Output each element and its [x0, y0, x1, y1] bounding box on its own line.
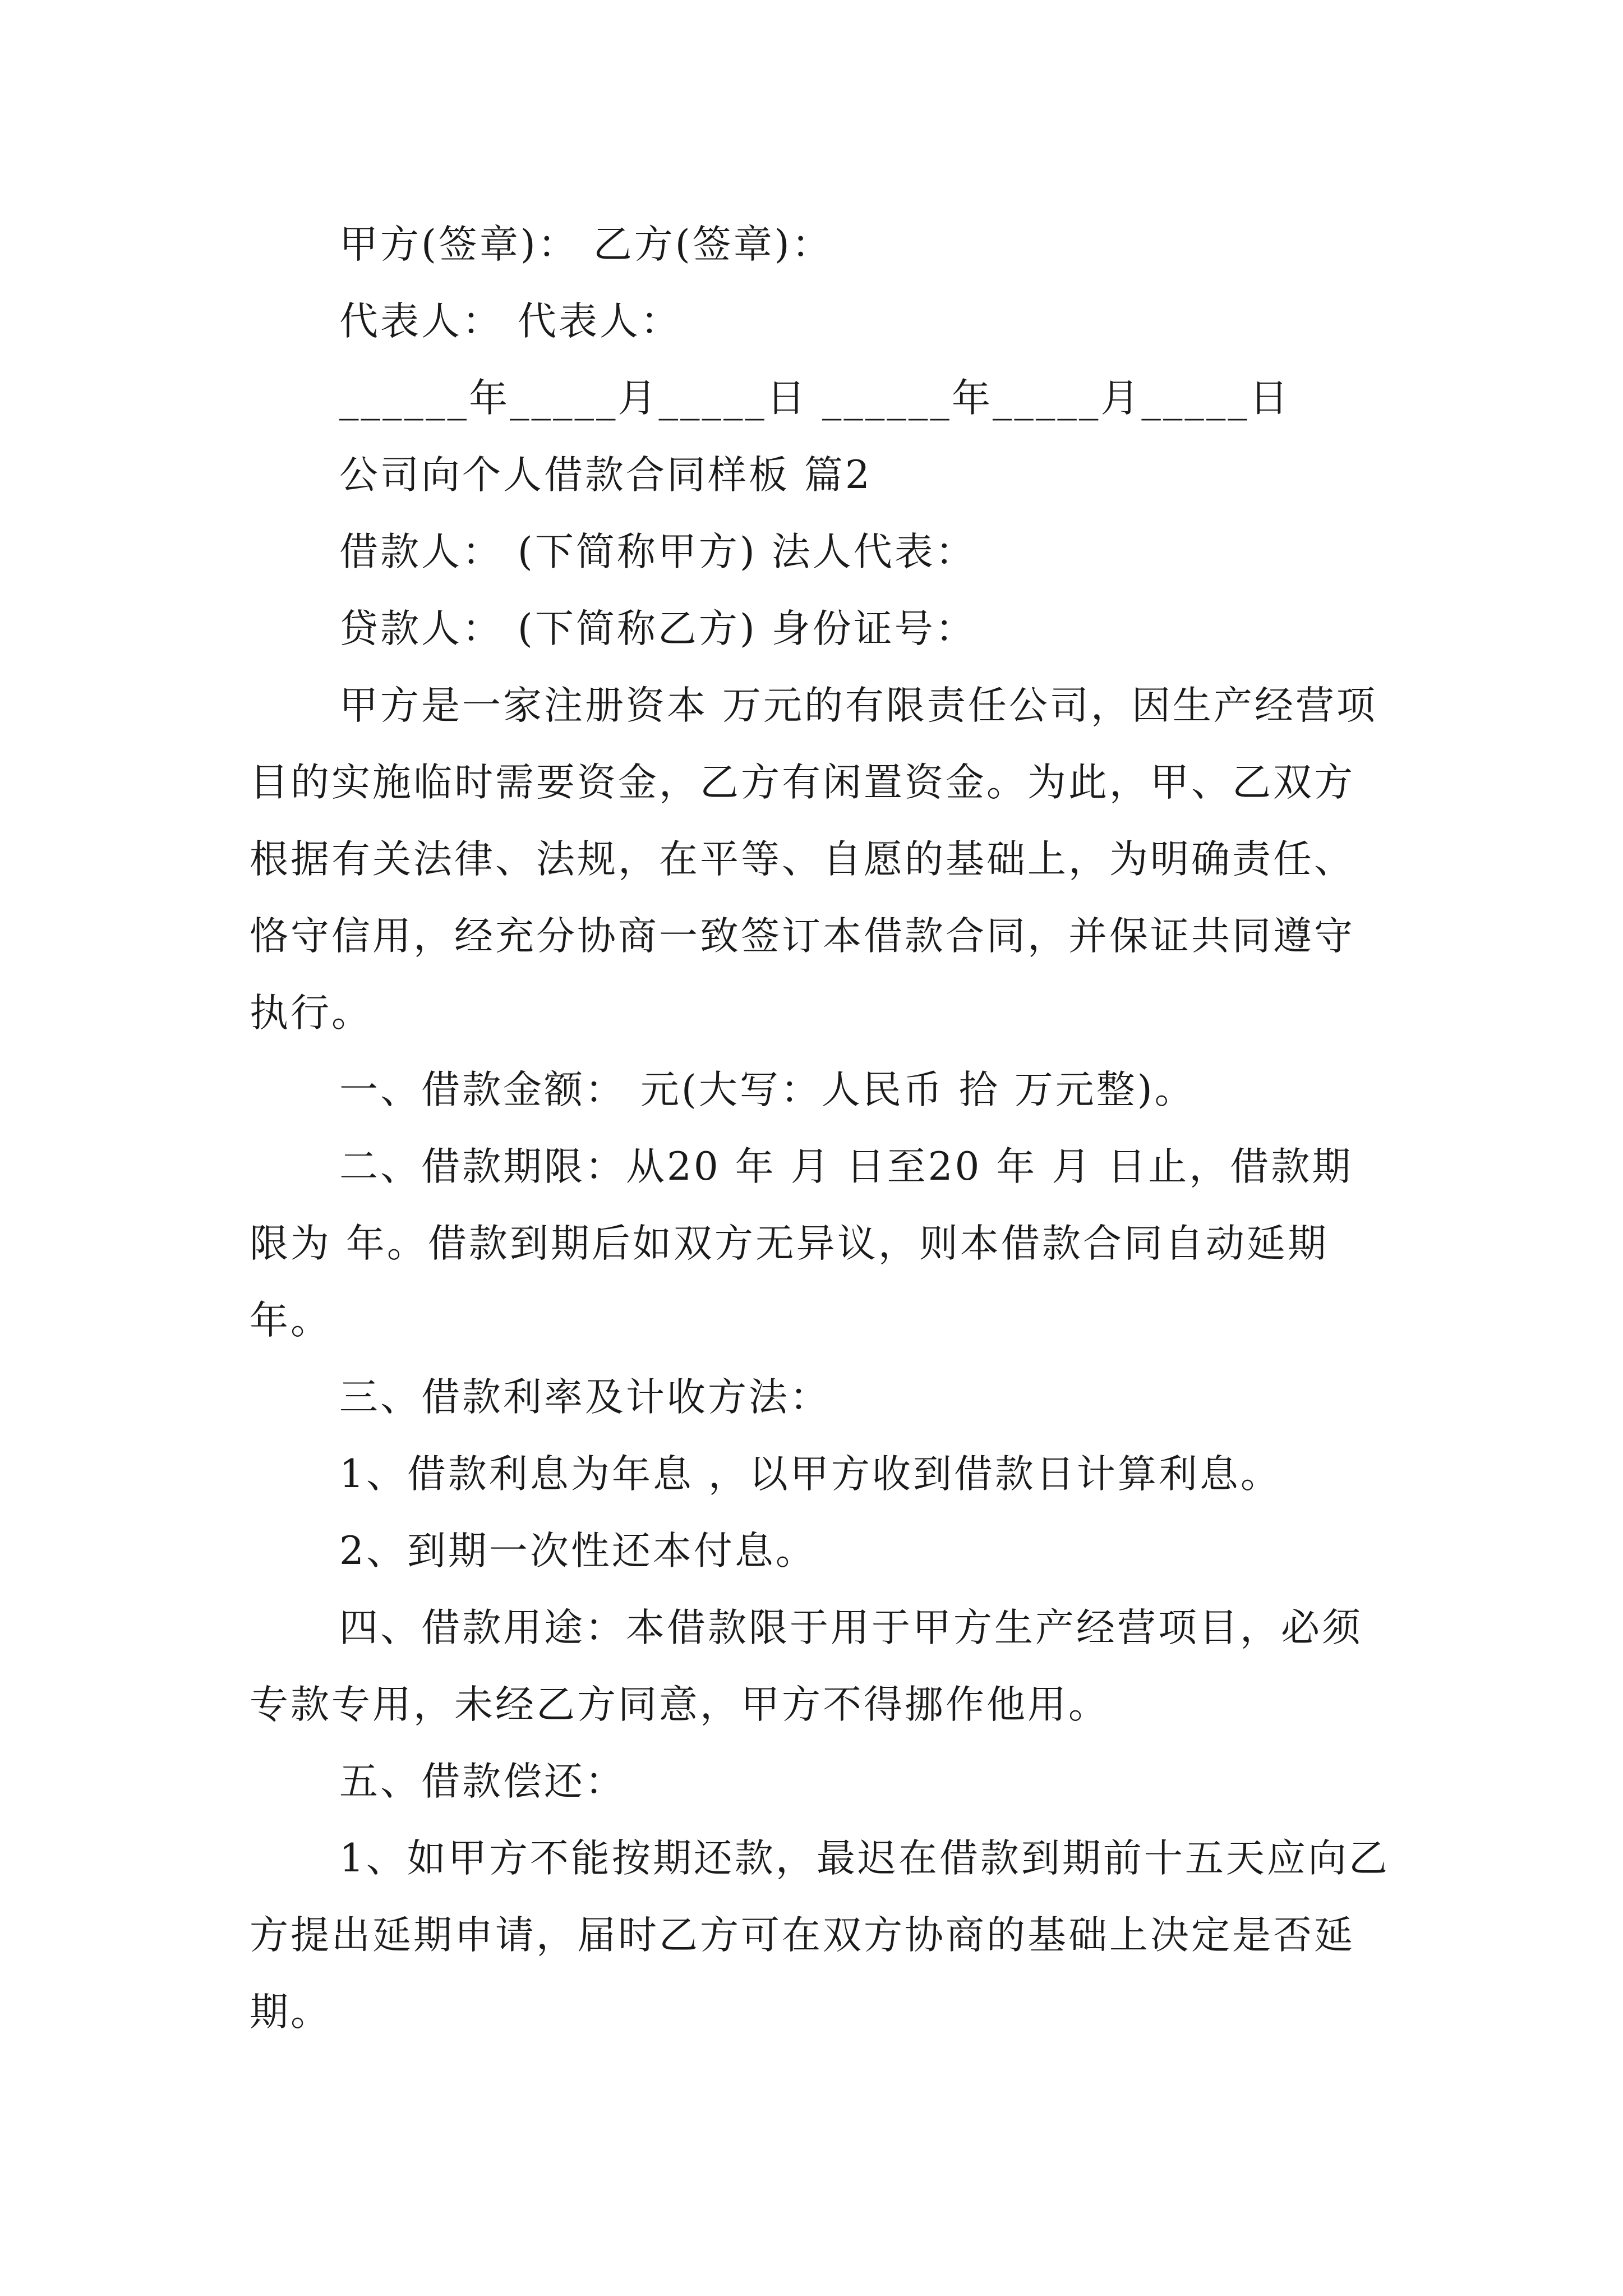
clause-purpose: 四、借款用途：本借款限于用于甲方生产经营项目，必须专款专用，未经乙方同意，甲方不得挪作他用。 [250, 1605, 1363, 1727]
clause-interest-title: 三、借款利率及计收方法： [339, 1375, 831, 1420]
lender-line: 贷款人： (下简称乙方) 身份证号： [339, 606, 976, 651]
party-a-seal-label: 甲方(签章)： [339, 222, 579, 267]
clause-term: 二、借款期限：从20 年 月 日至20 年 月 日止，借款期限为 年。借款到期后如双方无异议，则本借款合同自动延期 年。 [250, 1144, 1353, 1343]
date-line: ______年_____月_____日 ______年_____月_____日 [339, 376, 1290, 421]
preamble-paragraph: 甲方是一家注册资本 万元的有限责任公司，因生产经营项目的实施临时需要资金，乙方有闲置资金。为此，甲、乙双方根据有关法律、法规，在平等、自愿的基础上，为明确责任、恪守信用，经充分协商一致签订本借款合同，并保证共同遵守执行。 [250, 683, 1377, 1036]
rep-b-label: 代表人： [517, 299, 681, 344]
clause-interest-2: 2、到期一次性还本付息。 [339, 1529, 817, 1573]
clause-amount: 一、借款金额： 元(大写：人民币 拾 万元整)。 [339, 1068, 1196, 1112]
clause-interest-1: 1、借款利息为年息 ，以甲方收到借款日计算利息。 [339, 1452, 1281, 1497]
clause-repay-1: 1、如甲方不能按期还款，最迟在借款到期前十五天应向乙方提出延期申请，届时乙方可在双方协商的基础上决定是否延期。 [250, 1836, 1390, 2035]
borrower-line: 借款人： (下简称甲方) 法人代表： [339, 530, 976, 574]
party-b-seal-label: 乙方(签章)： [593, 222, 833, 267]
clause-repay-title: 五、借款偿还： [339, 1759, 626, 1804]
signature-line-representative [339, 283, 681, 360]
signature-line-seal [339, 206, 833, 283]
section-title: 公司向个人借款合同样板 篇2 [339, 453, 872, 498]
rep-a-label: 代表人： [339, 299, 503, 344]
